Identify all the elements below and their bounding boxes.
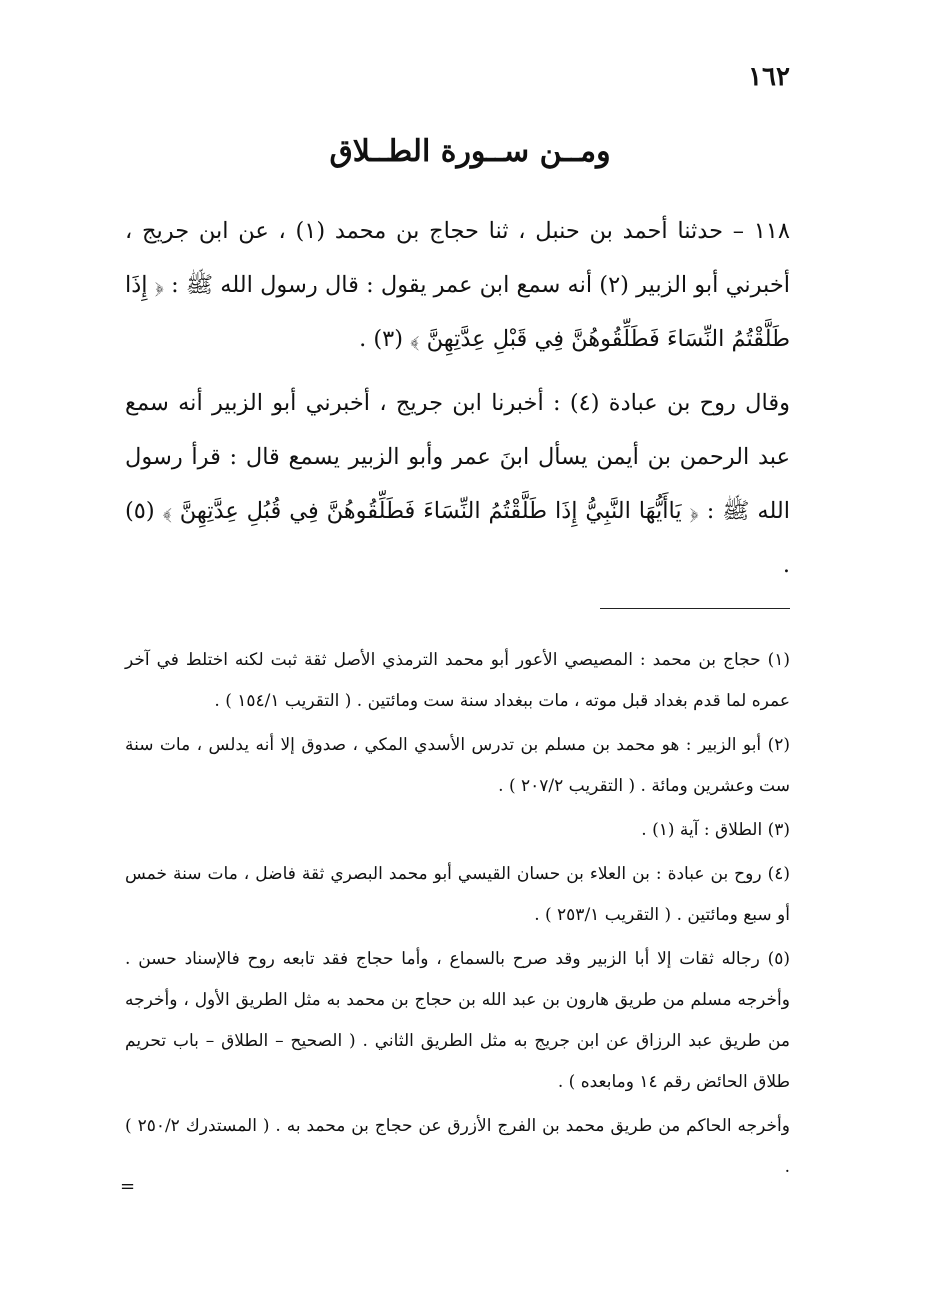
footnote-3: (٣) الطلاق : آية (١) .: [641, 820, 790, 840]
footnote-divider: [600, 608, 790, 609]
section-title: ومــن ســورة الطــلاق: [329, 134, 611, 169]
footnote-2: (٢) أبو الزبير : هو محمد بن مسلم بن تدرس الأسدي المكي ، صدوق إلا أنه يدلس ، مات سنة ست وعشرين ومائة . ( التقريب ٢٠٧/٢ ) .: [125, 735, 790, 796]
footnotes: [125, 640, 790, 1188]
hadith-paragraph-1: ١١٨ – حدثنا أحمد بن حنبل ، ثنا حجاج بن محمد (١) ، عن ابن جريج ، أخبرني أبو الزبير (٢) أنه سمع ابن عمر يقول : قال رسول الله ﷺ : ﴿ إِذَا طَلَّقْتُمُ النِّسَاءَ فَطَلِّقُوهُنَّ فِي قَبْلِ عِدَّتِهِنَّ ﴾ (٣) .: [125, 218, 790, 352]
continuation-mark: =: [120, 1176, 136, 1197]
page-number: ١٦٢: [748, 62, 790, 92]
footnote-1: (١) حجاج بن محمد : المصيصي الأعور أبو محمد الترمذي الأصل ثقة ثبت لكنه اختلط في آخر عمره لما قدم بغداد قبل موته ، مات ببغداد سنة ست ومائتين . ( التقريب ١٥٤/١ ) .: [125, 650, 790, 711]
hadith-paragraph-2: وقال روح بن عبادة (٤) : أخبرنا ابن جريج ، أخبرني أبو الزبير أنه سمع عبد الرحمن بن أيمن يسأل ابنَ عمر وأبو الزبير يسمع قال : قرأ رسول الله ﷺ : ﴿ يَاأَيُّهَا النَّبِيُّ إِذَا طَلَّقْتُمُ النِّسَاءَ فَطَلِّقُوهُنَّ فِي قُبُلِ عِدَّتِهِنَّ ﴾ (٥) .: [125, 390, 791, 578]
footnote-5-continued: وأخرجه الحاكم من طريق محمد بن الفرج الأزرق عن حجاج بن محمد به . ( المستدرك ٢٥٠/٢ ) .: [125, 1116, 790, 1177]
hadith-text: [125, 204, 790, 592]
footnote-4: (٤) روح بن عبادة : بن العلاء بن حسان القيسي أبو محمد البصري ثقة فاضل ، مات سنة خمس أو سبع ومائتين . ( التقريب ٢٥٣/١ ) .: [125, 864, 790, 925]
footnote-5: (٥) رجاله ثقات إلا أبا الزبير وقد صرح بالسماع ، وأما حجاج فقد تابعه روح فالإسناد حسن . وأخرجه مسلم من طريق هارون بن عبد الله بن حجاج بن محمد به مثل الطريق الأول ، وأخرجه من طريق عبد الرزاق عن ابن جريج به مثل الطريق الثاني . ( الصحيح – الطلاق – باب تحريم طلاق الحائض رقم ١٤ ومابعده ) .: [125, 949, 790, 1092]
